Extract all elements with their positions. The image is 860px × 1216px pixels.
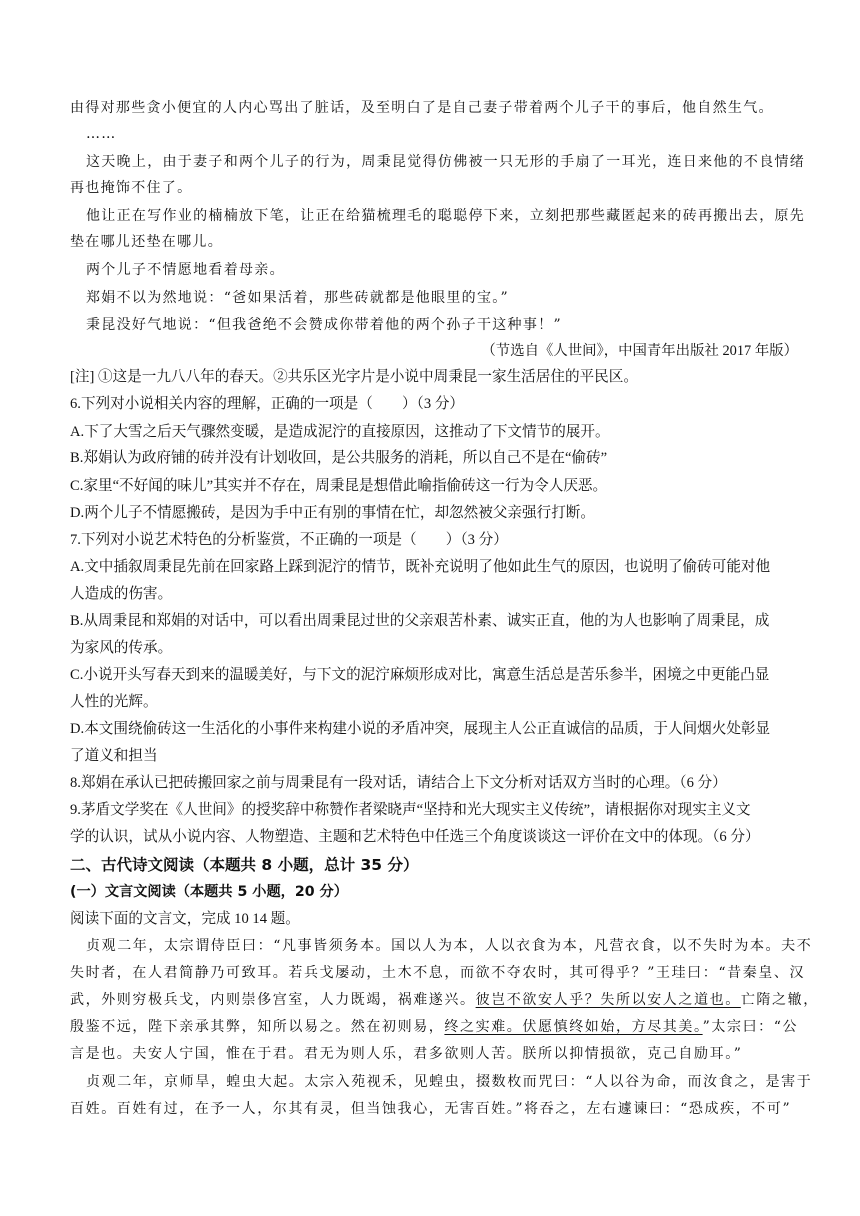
classical-p1-line3-end: 亡隋之辙， <box>740 992 819 1008</box>
source-note: （节选自《人世间》，中国青年出版社 2017 年版） <box>481 343 798 359</box>
q7-option-b-line2: 为家风的传承。 <box>70 640 173 656</box>
underlined-sentence-2: 终之实难。伏愿慎终如始，方尽其美。 <box>444 1019 703 1035</box>
classical-p1-line4-start: 殷鉴不远，陛下亲承其弊，知所以易之。然在初则易， <box>70 1019 445 1035</box>
classical-p1-line1: 贞观二年，太宗谓侍臣曰：“凡事皆须务本。国以人为本，人以衣食为本，凡营衣食，以不失时为本。夫不 <box>86 938 813 954</box>
q6-option-c: C.家里“不好闻的味儿”其实并不存在，周秉昆是想借此喻指偷砖这一行为令人厌恶。 <box>70 478 608 494</box>
novel-line-3: 这天晚上，由于妻子和两个儿子的行为，周秉昆觉得仿佛被一只无形的手扇了一耳光，连日来他的不良情绪 <box>86 154 806 170</box>
q7-option-a-line1: A.文中插叙周秉昆先前在回家路上踩到泥泞的情节，既补充说明了他如此生气的原因，也说明了偷砖可能对他 <box>70 559 771 575</box>
underlined-sentence-1: 彼岂不欲安人乎？失所以安人之道也。 <box>475 992 741 1008</box>
novel-line-9: 秉昆没好气地说：“但我爸绝不会赞成你带着他的两个孙子干这种事！” <box>86 317 562 333</box>
novel-line-1: 由得对那些贪小便宜的人内心骂出了脏话，及至明白了是自己妻子带着两个儿子干的事后，他自然生气。 <box>70 100 774 116</box>
novel-line-6: 垫在哪儿还垫在哪儿。 <box>70 234 223 250</box>
classical-p1-line3 <box>70 990 860 1010</box>
novel-line-5: 他让正在写作业的楠楠放下笔，让正在给猫梳理毛的聪聪停下来，立刻把那些藏匿起来的砖再搬出去，原先 <box>86 208 806 224</box>
q7-option-c-line2: 人性的光辉。 <box>70 694 158 710</box>
novel-ellipsis: …… <box>86 126 117 142</box>
q9-line2: 学的认识，试从小说内容、人物塑造、主题和艺术特色中任选三个角度谈谈这一评价在文中的体现。（6 分） <box>70 829 760 845</box>
classical-p1-line3-start: 武，外则穷极兵戈，内则崇侈宫室，人力既竭，祸难遂兴。 <box>70 992 476 1008</box>
q6-option-d: D.两个儿子不情愿搬砖，是因为手中正有别的事情在忙，却忽然被父亲强行打断。 <box>70 505 595 521</box>
classical-p1-line5: 言是也。夫安人宁国，惟在于君。君无为则人乐，君多欲则人苦。朕所以抑情损欲，克己自励耳。” <box>70 1046 743 1062</box>
q9-line1: 9.茅盾文学奖在《人世间》的授奖辞中称赞作者梁晓声“坚持和光大现实主义传统”，请根据你对现实主义文 <box>70 802 751 818</box>
classical-p1-line4-end: ”太宗曰：“公 <box>702 1019 799 1035</box>
q6-option-a: A.下了大雪之后天气骤然变暖，是造成泥泞的直接原因，这推动了下文情节的展开。 <box>70 424 610 440</box>
q7-option-d-line2: 了道义和担当 <box>70 748 158 764</box>
q6-option-b: B.郑娟认为政府铺的砖并没有计划收回，是公共服务的消耗，所以自己不是在“偷砖” <box>70 450 608 466</box>
q7-option-d-line1: D.本文围绕偷砖这一生活化的小事件来构建小说的矛盾冲突，展现主人公正直诚信的品质，于人间烟火处彰显 <box>70 721 771 737</box>
classical-p1-line4 <box>70 1017 860 1037</box>
classical-p2-line1: 贞观二年，京师旱，蝗虫大起。太宗入苑视禾，见蝗虫，掇数枚而咒曰：“人以谷为命，而汝食之，是害于 <box>86 1074 813 1090</box>
footnote: [注] ①这是一九八八年的春天。②共乐区光字片是小说中周秉昆一家生活居住的平民区。 <box>70 369 638 385</box>
section2-title: 二、古代诗文阅读（本题共 8 小题，总计 35 分） <box>70 856 419 874</box>
novel-line-4: 再也掩饰不住了。 <box>70 180 193 196</box>
classical-p1-line2: 失时者，在人君简静乃可致耳。若兵戈屡动，土木不息，而欲不夺农时，其可得乎？”王珪曰：“昔秦皇、汉 <box>70 965 806 981</box>
q8: 8.郑娟在承认已把砖搬回家之前与周秉昆有一段对话，请结合上下文分析对话双方当时的心理。（6 分） <box>70 775 727 791</box>
q7-option-c-line1: C.小说开头写春天到来的温暖美好，与下文的泥泞麻烦形成对比，寓意生活总是苦乐参半，困境之中更能凸显 <box>70 667 770 683</box>
section2-subtitle: (一）文言文阅读（本题共 5 小题，20 分） <box>70 884 348 900</box>
novel-line-7: 两个儿子不情愿地看着母亲。 <box>86 262 285 278</box>
q7-stem: 7.下列对小说艺术特色的分析鉴赏，不正确的一项是（ ）（3 分） <box>70 532 508 548</box>
reading-instruction: 阅读下面的文言文，完成 10 14 题。 <box>70 911 300 927</box>
q6-stem: 6.下列对小说相关内容的理解，正确的一项是（ ）（3 分） <box>70 396 465 412</box>
novel-line-8: 郑娟不以为然地说：“爸如果活着，那些砖就都是他眼里的宝。” <box>86 290 510 306</box>
q7-option-b-line1: B.从周秉昆和郑娟的对话中，可以看出周秉昆过世的父亲艰苦朴素、诚实正直，他的为人也影响了周秉昆，成 <box>70 613 770 629</box>
classical-p2-line2: 百姓。百姓有过，在予一人，尔其有灵，但当蚀我心，无害百姓。”将吞之，左右遽谏曰：“恐成疾，不可” <box>70 1101 792 1117</box>
q7-option-a-line2: 人造成的伤害。 <box>70 586 173 602</box>
